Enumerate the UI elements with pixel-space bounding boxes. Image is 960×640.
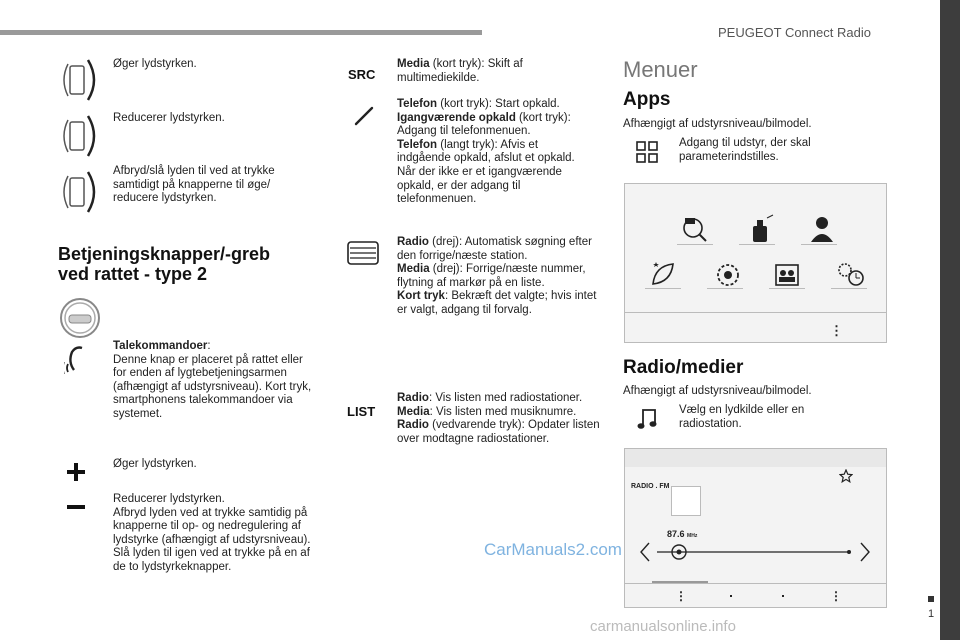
side-tab bbox=[940, 0, 960, 640]
voice-label: Talekommandoer bbox=[113, 340, 208, 352]
tel-desc-2: (kort tryk): Adgang til telefonmenuen. bbox=[397, 111, 571, 138]
radio-bold-3: Kort tryk bbox=[397, 290, 445, 303]
prev-station-icon bbox=[641, 543, 649, 561]
src-label: SRC bbox=[348, 67, 376, 82]
radio-bold-1: Radio bbox=[397, 236, 429, 248]
list-bold-2: Media bbox=[397, 405, 430, 418]
list-label: LIST bbox=[347, 404, 376, 419]
menu-title: Menuer bbox=[623, 57, 698, 82]
plus-text: Øger lydstyrken. bbox=[113, 458, 197, 470]
apps-dependency: Afhængigt af udstyrsniveau/bilmodel. bbox=[623, 118, 812, 130]
watermark-footer: carmanualsonline.info bbox=[590, 618, 736, 635]
steering-wheel-icon bbox=[58, 296, 102, 340]
app-sep bbox=[677, 244, 713, 245]
minus-line2: Afbryd lyden ved at trykke samtidig på knapperne til op- og nedregulering af lydstyrke (afhængigt af udstyrsniveau). bbox=[113, 506, 311, 546]
radio-desc-2: (drej): Forrige/næste nummer, flytning af markør på en liste. bbox=[397, 263, 586, 289]
list-bold-3: Radio bbox=[397, 419, 429, 432]
radio-desc-1: (drej): Automatisk søgning efter den forrige/næste station. bbox=[397, 236, 592, 262]
tel-bold-1: Telefon bbox=[397, 98, 438, 110]
section-heading-line2: ved rattet - type 2 bbox=[58, 264, 208, 284]
minus-icon bbox=[66, 504, 86, 510]
screen-footer-rule bbox=[625, 583, 886, 584]
steering-vol-down-icon bbox=[58, 112, 102, 160]
radio-bold-2: Media bbox=[397, 263, 430, 276]
station-artwork bbox=[671, 486, 701, 516]
screen-footer-rule bbox=[625, 312, 886, 313]
minus-text bbox=[113, 493, 313, 575]
list-desc-3: (vedvarende tryk): Opdater listen over modtagne radiostationer. bbox=[397, 419, 600, 445]
frequency-readout bbox=[667, 529, 697, 539]
list-desc-2: : Vis listen med musiknumre. bbox=[429, 405, 577, 418]
phone-icon bbox=[352, 104, 376, 128]
favorite-star-icon[interactable] bbox=[839, 469, 853, 483]
radio-dependency: Afhængigt af udstyrsniveau/bilmodel. bbox=[623, 385, 812, 397]
page-number: 1 bbox=[928, 608, 935, 620]
app-sep bbox=[739, 244, 775, 245]
page-header-title: PEUGEOT Connect Radio bbox=[718, 25, 871, 40]
media-text bbox=[397, 58, 593, 85]
screen-status-bar bbox=[625, 449, 886, 467]
app-sep bbox=[707, 288, 743, 289]
voice-description: Denne knap er placeret på rattet eller for enden af lygtebetjeningsarmen (afhængigt af udstyrsniveau). Kort tryk, smartphonens talekommandoer via systemet. bbox=[113, 353, 312, 420]
radio-media-title: Radio/medier bbox=[623, 357, 744, 378]
footer-dot[interactable] bbox=[782, 595, 784, 597]
radio-menu-dots-1[interactable]: ⋮ bbox=[675, 589, 687, 603]
radio-desc-3: : Bekræft det valgte; hvis intet er valgt, adgang til forvalg. bbox=[397, 290, 597, 316]
leaf-icon[interactable] bbox=[649, 260, 677, 288]
frequency-unit: MHz bbox=[687, 533, 698, 539]
section-heading-line1: Betjeningsknapper/-greb bbox=[58, 244, 271, 264]
watermark-carmanuals: CarManuals2.com bbox=[484, 540, 622, 559]
connected-nav-icon[interactable] bbox=[679, 214, 709, 244]
minus-line3: Slå lyden til igen ved at trykke på en af de to lydstyrkeknapper. bbox=[113, 547, 310, 573]
radio-text bbox=[397, 236, 602, 318]
apps-title: Apps bbox=[623, 89, 671, 110]
tel-desc-1: (kort tryk): Start opkald. bbox=[437, 98, 560, 110]
vol-down-text: Reducerer lydstyrken. bbox=[113, 112, 225, 124]
app-sep bbox=[801, 244, 837, 245]
music-note-icon bbox=[636, 406, 658, 430]
media-desc: (kort tryk): Skift af multimediekilde. bbox=[397, 58, 523, 84]
list-bold-1: Radio bbox=[397, 392, 429, 404]
page-marker bbox=[928, 596, 934, 602]
tel-bold-2: Igangværende opkald bbox=[397, 111, 516, 124]
frequency-value: 87.6 bbox=[667, 529, 685, 539]
tuning-slider[interactable] bbox=[637, 539, 873, 565]
apps-grid-icon bbox=[636, 141, 658, 163]
screen-menu-dots[interactable]: ⋮ bbox=[830, 323, 843, 338]
vol-up-text: Øger lydstyrken. bbox=[113, 58, 197, 70]
rotary-knob-icon bbox=[346, 240, 380, 266]
radio-menu-dots-2[interactable]: ⋮ bbox=[830, 589, 842, 603]
steering-mute-icon bbox=[58, 168, 102, 216]
tel-desc-3: (langt tryk): Afvis et indgående opkald, afslut et opkald. Når der ikke er et igangværende opkald, er der adgang til telefonmenuen. bbox=[397, 138, 575, 206]
plus-icon bbox=[66, 462, 86, 482]
minus-line1: Reducerer lydstyrken. bbox=[113, 493, 225, 505]
radio-band-label: RADIO . FM bbox=[631, 483, 670, 490]
apps-description: Adgang til udstyr, der skal parameterindstilles. bbox=[679, 137, 811, 163]
next-station-icon bbox=[861, 543, 869, 561]
clock-settings-icon[interactable] bbox=[837, 262, 865, 288]
settings-gear-icon[interactable] bbox=[715, 262, 741, 288]
tel-bold-3: Telefon bbox=[397, 138, 438, 151]
header-rule bbox=[0, 30, 482, 35]
list-desc-1: : Vis listen med radiostationer. bbox=[428, 392, 583, 404]
user-profile-icon[interactable] bbox=[809, 214, 835, 244]
apps-screen bbox=[624, 183, 887, 343]
radio-screen bbox=[624, 448, 887, 608]
contacts-card-icon[interactable] bbox=[775, 264, 799, 286]
app-sep bbox=[769, 288, 805, 289]
voice-command-icon bbox=[64, 342, 92, 374]
steering-vol-up-icon bbox=[58, 56, 102, 104]
mute-text: Afbryd/slå lyden til ved at trykke samtidigt på knapperne til øge/ reducere lydstyrken. bbox=[113, 165, 275, 205]
media-bold: Media bbox=[397, 58, 430, 70]
bottle-icon[interactable] bbox=[749, 214, 775, 244]
list-text bbox=[397, 392, 602, 446]
voice-text: Talekommandoer: Denne knap er placeret på rattet eller for enden af lygtebetjeningsarmen (afhængigt af udstyrsniveau). Kort tryk, smartphonens talekommandoer via systemet. bbox=[113, 340, 312, 420]
radio-description: Vælg en lydkilde eller en radiostation. bbox=[679, 404, 805, 430]
app-sep bbox=[831, 288, 867, 289]
app-sep bbox=[645, 288, 681, 289]
telephone-text bbox=[397, 98, 593, 207]
footer-dot[interactable] bbox=[730, 595, 732, 597]
